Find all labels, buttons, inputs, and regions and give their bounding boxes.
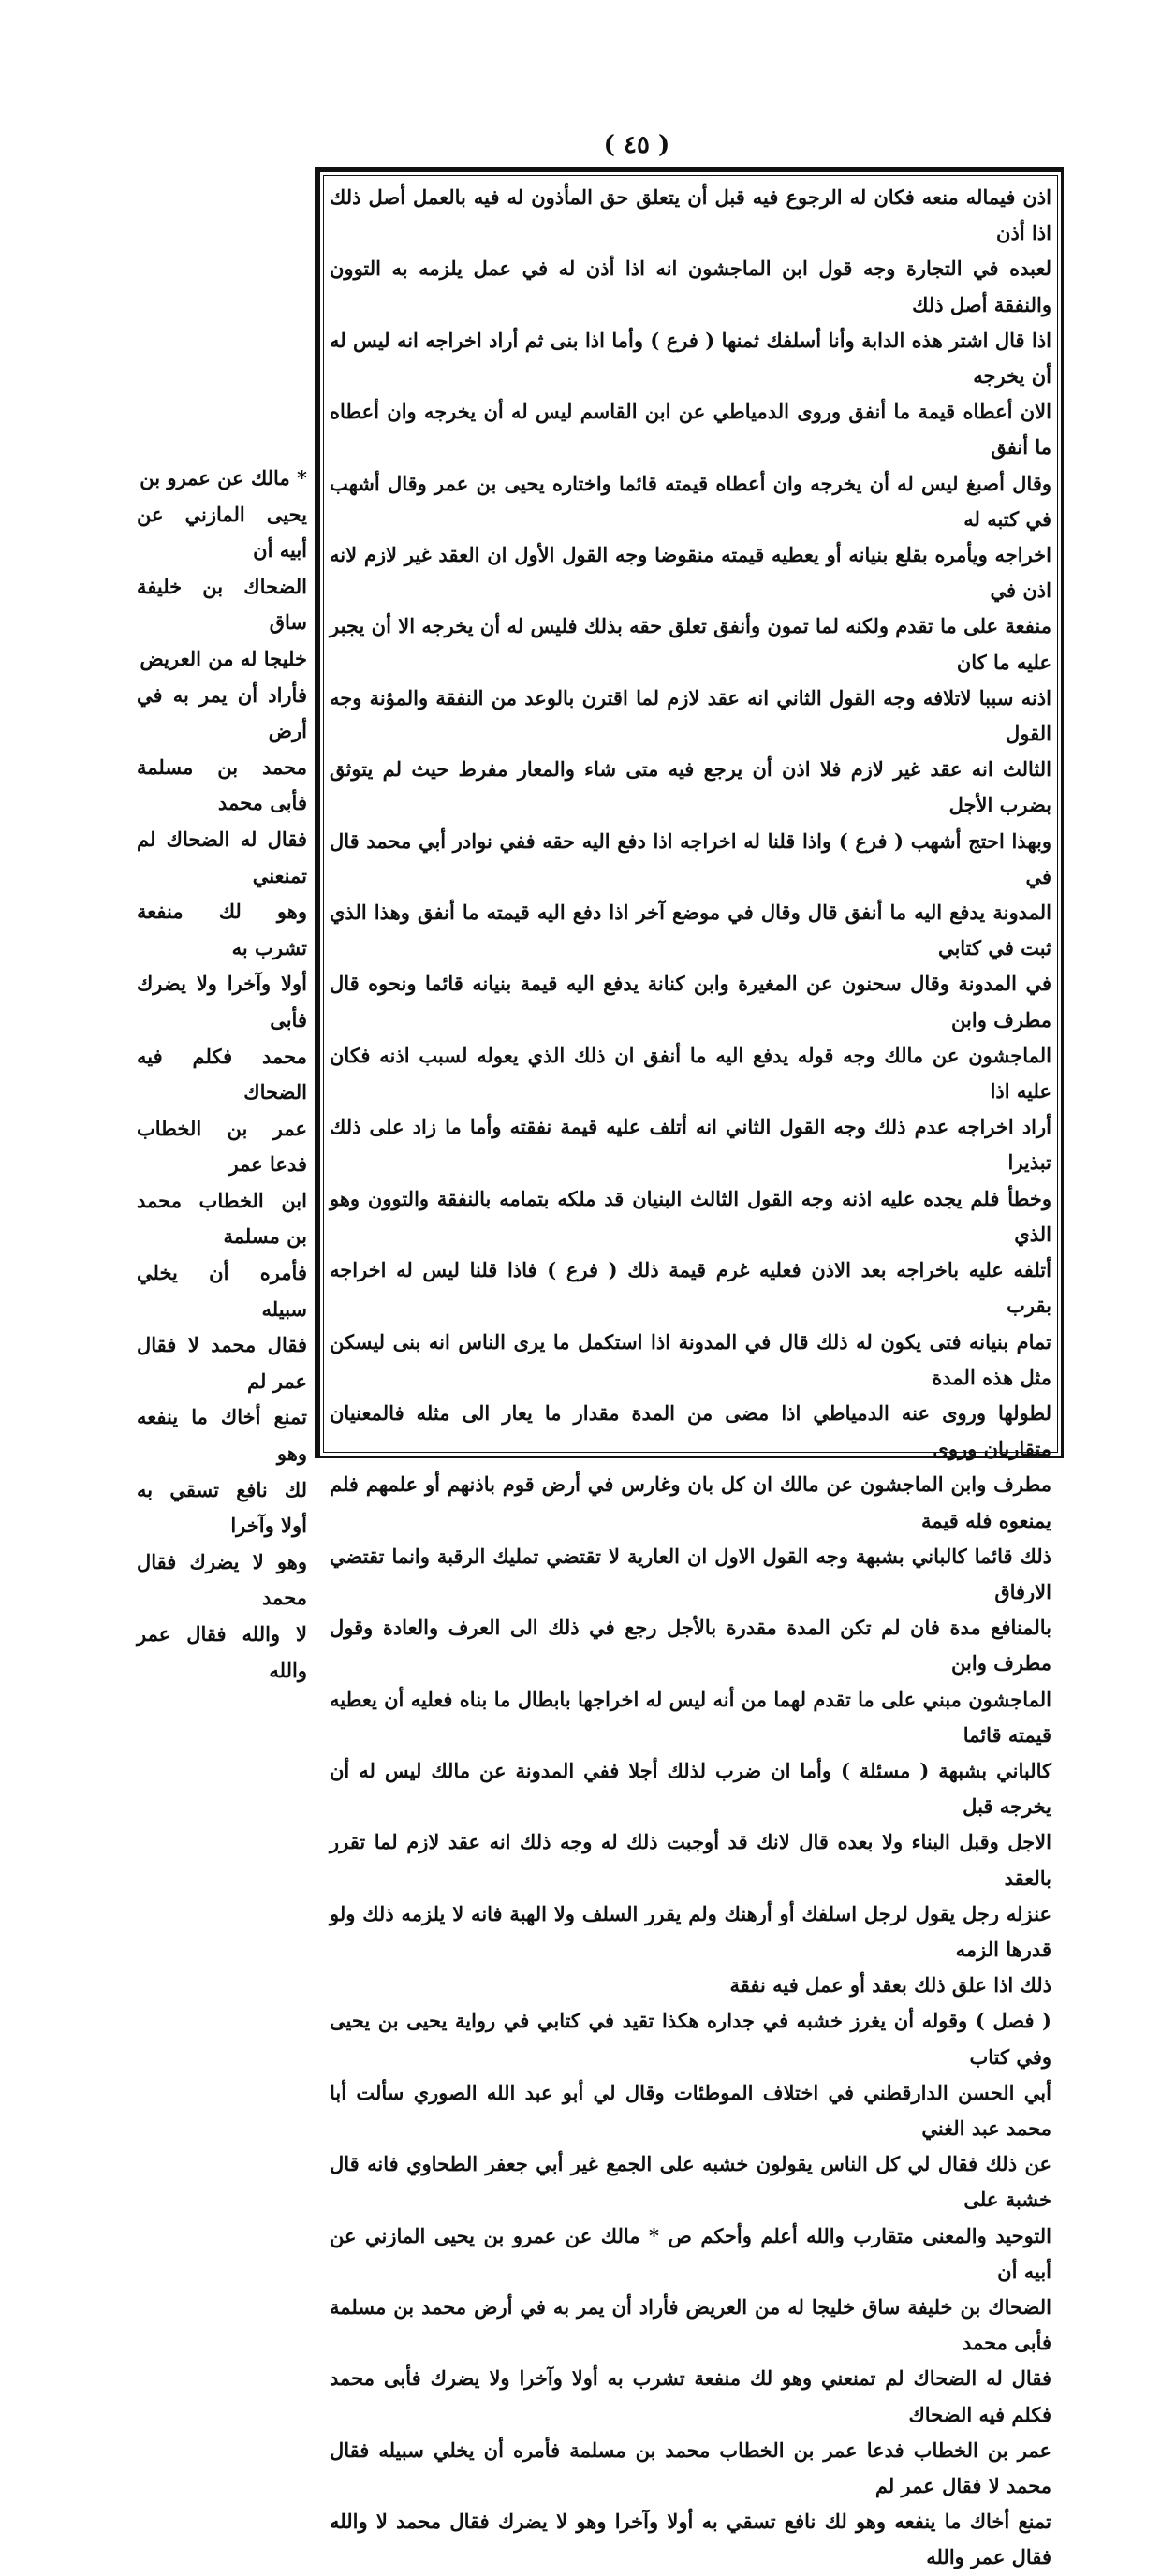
- page-number: ( ٤٥ ): [603, 131, 670, 159]
- main-text-frame: [315, 167, 1064, 2569]
- margin-note: * مالك عن عمرو بن يحيى المازني عن أبيه أن الضحاك بن خليفة ساق خليجا له من العريض فأراد أن يمر به في أرض محمد بن مسلمة فأبى محمد فقال له الضحاك لم تمنعني وهو لك منفعة تشرب به أولا وآخرا ولا يضرك فأبى محمد فكلم فيه الضحاك عمر بن الخطاب فدعا عمر ابن الخطاب محمد بن مسلمة فأمره أن يخلي سبيله فقال محمد لا فقال عمر لم تمنع أخاك ما ينفعه وهو لك نافع تسقي به أولا وآخرا وهو لا يضرك فقال محمد لا والله فقال عمر والله: [137, 466, 307, 1682]
- main-text-body: اذن فيماله منعه فكان له الرجوع فيه قبل أن يتعلق حق المأذون له فيه بالعمل أصل ذلك اذا أذن لعبده في التجارة وجه قول ابن الماجشون انه اذا أذن له في عمل يلزمه به التوون والنفقة أصل ذلك اذا قال اشتر هذه الدابة وأنا أسلفك ثمنها ( فرع ) وأما اذا بنى ثم أراد اخراجه انه ليس له أن يخرجه الان أعطاه قيمة ما أنفق وروى الدمياطي عن ابن القاسم ليس له أن يخرجه وان أعطاه ما أنفق وقال أصبغ ليس له أن يخرجه وان أعطاه قيمته قائما واختاره يحيى بن عمر وقال أشهب في كتبه له اخراجه ويأمره بقلع بنيانه أو يعطيه قيمته منقوضا وجه القول الأول ان العقد غير لازم لانه اذن في منفعة على ما تقدم ولكنه لما تمون وأنفق تعلق حقه بذلك فليس له أن يخرجه الا أن يجبر عليه ما كان اذنه سببا لاتلافه وجه القول الثاني انه عقد لازم لما اقترن بالوعد من النفقة والمؤنة وجه القول الثالث انه عقد غير لازم فلا اذن أن يرجع فيه متى شاء والمعار مفرط حيث لم يتوثق بضرب الأجل وبهذا احتج أشهب ( فرع ) واذا قلنا له اخراجه اذا دفع اليه حقه ففي نوادر أبي محمد قال في المدونة يدفع اليه ما أنفق قال وقال في موضع آخر اذا دفع اليه قيمته ما أنفق وهذا الذي ثبت في كتابي في المدونة وقال سحنون عن المغيرة وابن كنانة يدفع اليه قيمة بنيانه قائما ونحوه قال مطرف وابن الماجشون عن مالك وجه قوله يدفع اليه ما أنفق ان ذلك الذي يعوله لسبب اذنه فكان عليه اذا أراد اخراجه عدم ذلك وجه القول الثاني انه أتلف عليه قيمة نفقته وأما ما زاد على ذلك تبذيرا وخطأ فلم يجده عليه اذنه وجه القول الثالث البنيان قد ملكه بتمامه بالنفقة والتوون وهو الذي أتلفه عليه باخراجه بعد الاذن فعليه غرم قيمة ذلك ( فرع ) فاذا قلنا ليس له اخراجه بقرب تمام بنيانه فتى يكون له ذلك قال في المدونة اذا استكمل ما يرى الناس انه بنى ليسكن مثل هذه المدة لطولها وروى عنه الدمياطي اذا مضى من المدة مقدار ما يعار الى مثله فالمعنيان متقاربان وروى مطرف وابن الماجشون عن مالك ان كل بان وغارس في أرض قوم باذنهم أو علمهم فلم يمنعوه فله قيمة ذلك قائما كالباني بشبهة وجه القول الاول ان العارية لا تقتضي تمليك الرقبة وانما تقتضي الارفاق بالمنافع مدة فان لم تكن المدة مقدرة بالأجل رجع في ذلك الى العرف والعادة وقول مطرف وابن الماجشون مبني على ما تقدم لهما من أنه ليس له اخراجها بابطال ما بناه فعليه أن يعطيه قيمته قائما كالباني بشبهة ( مسئلة ) وأما ان ضرب لذلك أجلا ففي المدونة عن مالك ليس له أن يخرجه قبل الاجل وقبل البناء ولا بعده قال لانك قد أوجبت ذلك له وجه ذلك انه عقد لازم لما تقرر بالعقد عنزله رجل يقول لرجل اسلفك أو أرهنك ولم يقرر السلف ولا الهبة فانه لا يلزمه ذلك ولو قدرها الزمه ذلك اذا علق ذلك بعقد أو عمل فيه نفقة ( فصل ) وقوله أن يغرز خشبه في جداره هكذا تقيد في كتابي في رواية يحيى بن يحيى وفي كتاب أبي الحسن الدارقطني في اختلاف الموطئات وقال لي أبو عبد الله الصوري سألت أبا محمد عبد الغني عن ذلك فقال لي كل الناس يقولون خشبه على الجمع غير أبي جعفر الطحاوي فانه قال خشبة على التوحيد والمعنى متقارب والله أعلم وأحكم ص * مالك عن عمرو بن يحيى المازني عن أبيه أن الضحاك بن خليفة ساق خليجا له من العريض فأراد أن يمر به في أرض محمد بن مسلمة فأبى محمد فقال له الضحاك لم تمنعني وهو لك منفعة تشرب به أولا وآخرا ولا يضرك فأبى محمد فكلم فيه الضحاك عمر بن الخطاب فدعا عمر بن الخطاب محمد بن مسلمة فأمره أن يخلي سبيله فقال محمد لا فقال عمر لم تمنع أخاك ما ينفعه وهو لك نافع تسقي به أولا وآخرا وهو لا يضرك فقال محمد لا والله فقال عمر والله: [330, 185, 1051, 2569]
